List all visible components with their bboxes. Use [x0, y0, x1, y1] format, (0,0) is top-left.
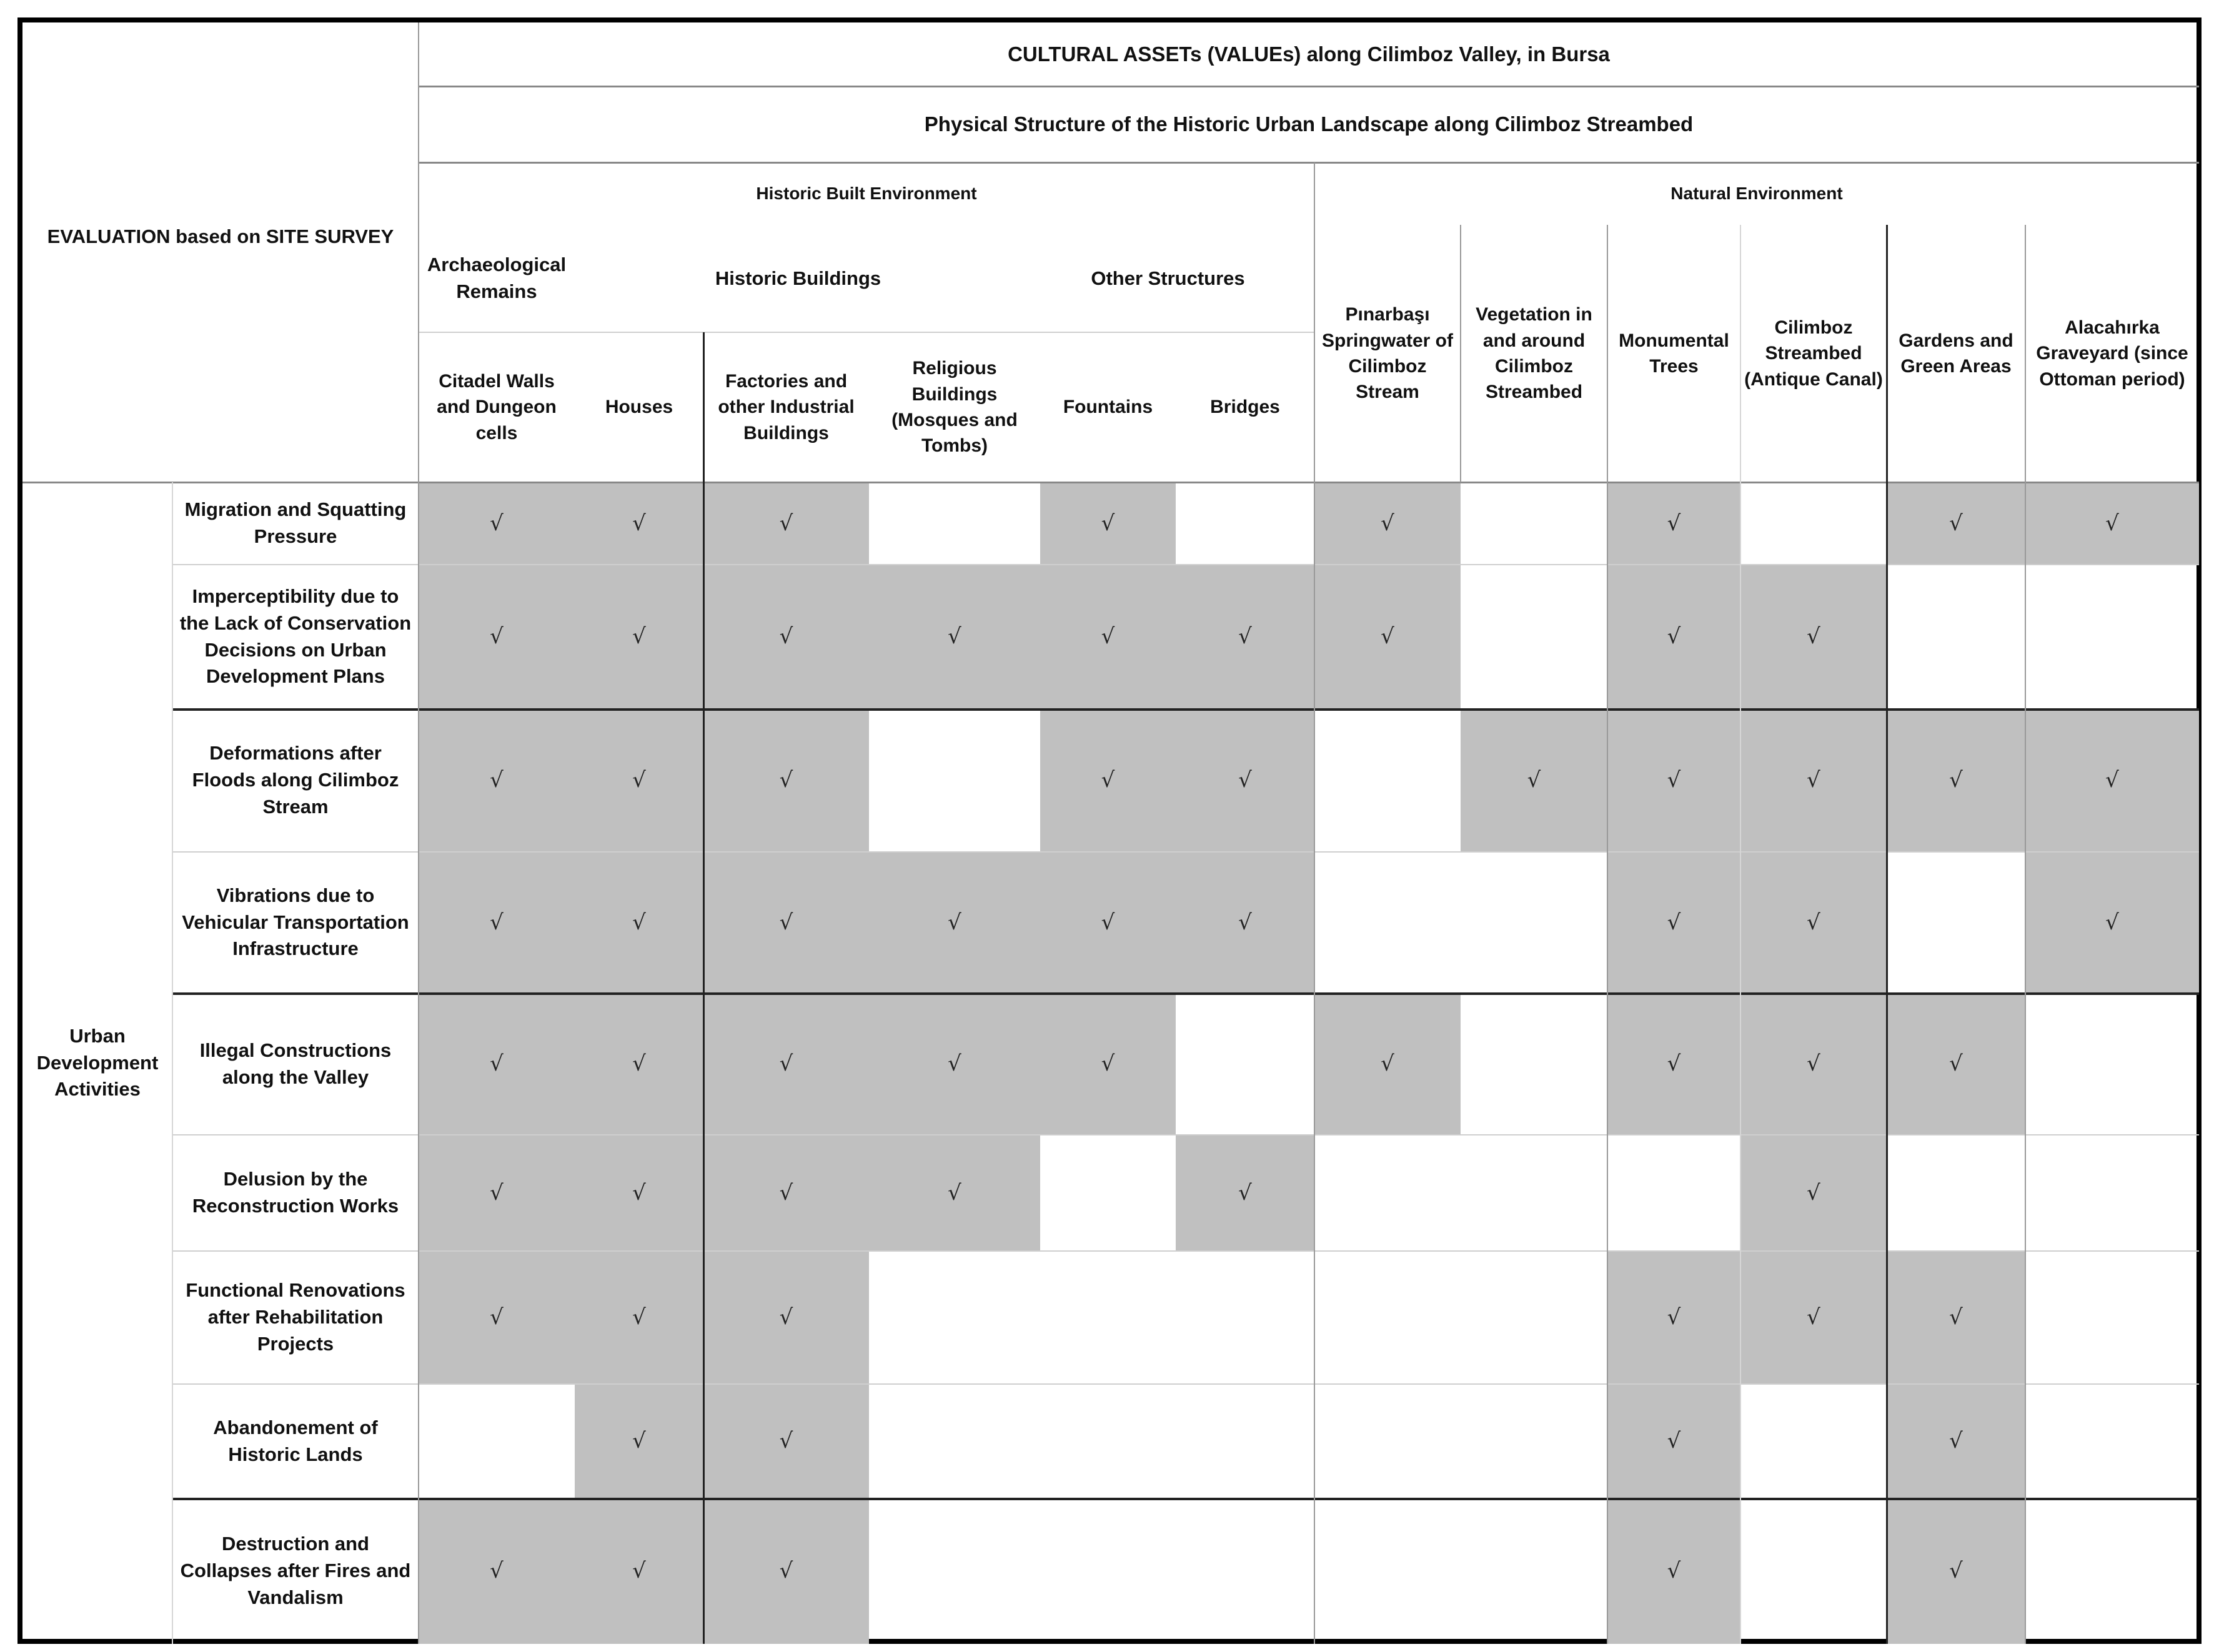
evaluation-label: EVALUATION based on SITE SURVEY — [47, 225, 394, 247]
column-header: Vegetation in and around Cilimboz Streambed — [1476, 304, 1592, 403]
marked-cell — [419, 709, 575, 852]
grid-line — [2025, 225, 2026, 1644]
column-header: Gardens and Green Areas — [1899, 330, 2013, 377]
check-mark-icon: √ — [632, 909, 646, 935]
grid-line — [172, 482, 173, 1644]
check-mark-icon: √ — [779, 624, 793, 650]
marked-cell — [1176, 565, 1314, 709]
check-mark-icon: √ — [1667, 1305, 1681, 1330]
empty-cell — [1314, 1498, 1461, 1644]
grid-line — [418, 22, 419, 1644]
grid-line — [22, 482, 2199, 483]
marked-cell — [419, 1135, 575, 1251]
row-label: Vibrations due to Vehicular Transportation Infrastructure — [182, 884, 409, 960]
check-mark-icon: √ — [1381, 624, 1394, 650]
grid-line — [1314, 162, 1315, 482]
check-mark-icon: √ — [1101, 1051, 1115, 1077]
empty-cell — [1040, 1251, 1176, 1384]
check-mark-icon: √ — [490, 624, 504, 650]
marked-cell — [1887, 1498, 2025, 1644]
marked-cell — [703, 1498, 869, 1644]
empty-cell — [2025, 1384, 2199, 1498]
check-mark-icon: √ — [1667, 768, 1681, 793]
marked-cell — [1887, 1251, 2025, 1384]
marked-cell — [1740, 709, 1887, 852]
grid-line — [172, 1498, 2199, 1500]
check-mark-icon: √ — [632, 1180, 646, 1205]
empty-cell — [1607, 1135, 1740, 1251]
grid-line — [703, 332, 705, 1644]
marked-cell — [1607, 709, 1740, 852]
check-mark-icon: √ — [2105, 510, 2119, 536]
check-mark-icon: √ — [632, 1558, 646, 1584]
marked-cell — [1607, 1498, 1740, 1644]
check-mark-icon: √ — [490, 1051, 504, 1077]
check-mark-icon: √ — [632, 768, 646, 793]
marked-cell — [2025, 852, 2199, 993]
subgroup-archaeological-remains: Archaeological Remains — [427, 254, 567, 302]
column-header: Monumental Trees — [1619, 330, 1729, 377]
check-mark-icon: √ — [490, 1558, 504, 1584]
grid-line — [172, 1250, 2199, 1252]
column-header: Houses — [605, 397, 673, 418]
check-mark-icon: √ — [1807, 624, 1820, 650]
marked-cell — [575, 482, 703, 565]
empty-cell — [1461, 1135, 1607, 1251]
check-mark-icon: √ — [1667, 510, 1681, 536]
marked-cell — [1040, 852, 1176, 993]
marked-cell — [1607, 1251, 1740, 1384]
column-header: Fountains — [1063, 397, 1153, 418]
check-mark-icon: √ — [1527, 768, 1541, 793]
grid-line — [1314, 482, 1315, 1644]
check-mark-icon: √ — [1949, 1051, 1963, 1077]
check-mark-icon: √ — [490, 768, 504, 793]
column-header: Religious Buildings (Mosques and Tombs) — [891, 358, 1018, 457]
check-mark-icon: √ — [632, 624, 646, 650]
empty-cell — [2025, 565, 2199, 709]
check-mark-icon: √ — [1667, 624, 1681, 650]
marked-cell — [1461, 709, 1607, 852]
marked-cell — [1314, 482, 1461, 565]
row-label: Deformations after Floods along Cilimboz Stream — [192, 742, 399, 818]
check-mark-icon: √ — [779, 510, 793, 536]
marked-cell — [1040, 482, 1176, 565]
check-mark-icon: √ — [1807, 1051, 1820, 1077]
empty-cell — [1461, 565, 1607, 709]
group-historic-built-environment: Historic Built Environment — [756, 183, 977, 203]
row-label: Functional Renovations after Rehabilitation Projects — [186, 1279, 405, 1355]
check-mark-icon: √ — [490, 1305, 504, 1330]
row-label: Destruction and Collapses after Fires and Vandalism — [180, 1533, 411, 1608]
empty-cell — [1740, 1498, 1887, 1644]
check-mark-icon: √ — [632, 1428, 646, 1454]
empty-cell — [1461, 1251, 1607, 1384]
check-mark-icon: √ — [779, 1428, 793, 1454]
empty-cell — [1176, 993, 1314, 1135]
check-mark-icon: √ — [948, 909, 961, 935]
marked-cell — [869, 993, 1040, 1135]
marked-cell — [575, 852, 703, 993]
check-mark-icon: √ — [1667, 1428, 1681, 1454]
check-mark-icon: √ — [948, 1051, 961, 1077]
check-mark-icon: √ — [490, 1180, 504, 1205]
row-label: Abandonement of Historic Lands — [213, 1416, 378, 1465]
column-header: Bridges — [1210, 397, 1280, 418]
category-urban-development-activities: Urban Development Activities — [36, 1024, 159, 1101]
empty-cell — [869, 709, 1040, 852]
marked-cell — [1040, 993, 1176, 1135]
check-mark-icon: √ — [1381, 1051, 1394, 1077]
marked-cell — [419, 482, 575, 565]
marked-cell — [703, 482, 869, 565]
marked-cell — [1040, 709, 1176, 852]
row-label: Delusion by the Reconstruction Works — [192, 1168, 399, 1217]
marked-cell — [703, 565, 869, 709]
marked-cell — [703, 1384, 869, 1498]
marked-cell — [575, 1384, 703, 1498]
check-mark-icon: √ — [1101, 510, 1115, 536]
empty-cell — [2025, 1498, 2199, 1644]
empty-cell — [2025, 993, 2199, 1135]
empty-cell — [1740, 482, 1887, 565]
empty-cell — [419, 1384, 575, 1498]
empty-cell — [1040, 1384, 1176, 1498]
empty-cell — [1887, 1135, 2025, 1251]
evaluation-table — [17, 17, 2202, 1644]
check-mark-icon: √ — [779, 1558, 793, 1584]
empty-cell — [869, 1251, 1040, 1384]
marked-cell — [1887, 482, 2025, 565]
check-mark-icon: √ — [1101, 909, 1115, 935]
marked-cell — [575, 709, 703, 852]
marked-cell — [1740, 1135, 1887, 1251]
grid-line — [1607, 225, 1608, 1644]
check-mark-icon: √ — [1807, 909, 1820, 935]
marked-cell — [703, 852, 869, 993]
empty-cell — [1740, 1384, 1887, 1498]
column-header: Factories and other Industrial Buildings — [718, 370, 855, 443]
check-mark-icon: √ — [1949, 768, 1963, 793]
marked-cell — [703, 709, 869, 852]
check-mark-icon: √ — [1238, 1180, 1252, 1205]
empty-cell — [1461, 993, 1607, 1135]
column-header: Cilimboz Streambed (Antique Canal) — [1744, 317, 1883, 390]
grid-line — [172, 1134, 2199, 1135]
check-mark-icon: √ — [1667, 909, 1681, 935]
grid-line — [172, 1383, 2199, 1385]
check-mark-icon: √ — [779, 909, 793, 935]
row-label: Illegal Constructions along the Valley — [199, 1039, 392, 1088]
marked-cell — [419, 993, 575, 1135]
marked-cell — [869, 852, 1040, 993]
marked-cell — [1887, 1384, 2025, 1498]
table-subtitle: Physical Structure of the Historic Urban Landscape along Cilimboz Streambed — [924, 112, 1694, 136]
empty-cell — [1887, 565, 2025, 709]
marked-cell — [1887, 709, 2025, 852]
grid-line — [172, 708, 2199, 711]
empty-cell — [1461, 482, 1607, 565]
marked-cell — [1740, 565, 1887, 709]
marked-cell — [1740, 993, 1887, 1135]
empty-cell — [1314, 1384, 1461, 1498]
check-mark-icon: √ — [948, 1180, 961, 1205]
check-mark-icon: √ — [948, 624, 961, 650]
empty-cell — [1176, 482, 1314, 565]
empty-cell — [1314, 852, 1461, 993]
marked-cell — [1040, 565, 1176, 709]
marked-cell — [1607, 482, 1740, 565]
grid-line — [1740, 225, 1741, 1644]
check-mark-icon: √ — [1949, 1305, 1963, 1330]
grid-line — [172, 564, 2199, 565]
check-mark-icon: √ — [2105, 768, 2119, 793]
marked-cell — [1176, 852, 1314, 993]
empty-cell — [1461, 1498, 1607, 1644]
check-mark-icon: √ — [779, 1180, 793, 1205]
marked-cell — [419, 1251, 575, 1384]
marked-cell — [703, 993, 869, 1135]
empty-cell — [1176, 1251, 1314, 1384]
check-mark-icon: √ — [632, 510, 646, 536]
grid-line — [1460, 225, 1461, 482]
empty-cell — [869, 1498, 1040, 1644]
empty-cell — [2025, 1251, 2199, 1384]
marked-cell — [703, 1251, 869, 1384]
column-header: Citadel Walls and Dungeon cells — [437, 370, 557, 443]
row-label: Migration and Squatting Pressure — [184, 498, 407, 547]
check-mark-icon: √ — [490, 510, 504, 536]
marked-cell — [1607, 993, 1740, 1135]
marked-cell — [1740, 852, 1887, 993]
check-mark-icon: √ — [1807, 1305, 1820, 1330]
column-header: Alacahırka Graveyard (since Ottoman period) — [2036, 317, 2188, 390]
subgroup-other-structures: Other Structures — [1091, 267, 1245, 289]
marked-cell — [575, 1498, 703, 1644]
grid-line — [172, 992, 2199, 995]
marked-cell — [419, 852, 575, 993]
empty-cell — [1176, 1384, 1314, 1498]
marked-cell — [1607, 852, 1740, 993]
check-mark-icon: √ — [779, 1305, 793, 1330]
empty-cell — [1314, 1251, 1461, 1384]
grid-line — [1886, 225, 1888, 1644]
check-mark-icon: √ — [1949, 1428, 1963, 1454]
check-mark-icon: √ — [779, 768, 793, 793]
marked-cell — [1314, 565, 1461, 709]
check-mark-icon: √ — [779, 1051, 793, 1077]
check-mark-icon: √ — [1667, 1051, 1681, 1077]
column-header: Pınarbaşı Springwater of Cilimboz Stream — [1321, 304, 1453, 403]
marked-cell — [869, 565, 1040, 709]
check-mark-icon: √ — [1101, 768, 1115, 793]
group-natural-environment: Natural Environment — [1670, 183, 1843, 203]
marked-cell — [1887, 993, 2025, 1135]
check-mark-icon: √ — [1101, 624, 1115, 650]
empty-cell — [1314, 1135, 1461, 1251]
check-mark-icon: √ — [1667, 1558, 1681, 1584]
marked-cell — [1176, 709, 1314, 852]
empty-cell — [1176, 1498, 1314, 1644]
marked-cell — [1314, 993, 1461, 1135]
marked-cell — [1740, 1251, 1887, 1384]
check-mark-icon: √ — [2105, 909, 2119, 935]
marked-cell — [575, 565, 703, 709]
marked-cell — [575, 1135, 703, 1251]
marked-cell — [419, 565, 575, 709]
grid-line — [419, 162, 2199, 164]
check-mark-icon: √ — [490, 909, 504, 935]
grid-line — [172, 851, 2199, 853]
empty-cell — [1314, 709, 1461, 852]
marked-cell — [869, 1135, 1040, 1251]
empty-cell — [869, 482, 1040, 565]
marked-cell — [1607, 565, 1740, 709]
check-mark-icon: √ — [1807, 1180, 1820, 1205]
subgroup-historic-buildings: Historic Buildings — [715, 267, 881, 289]
check-mark-icon: √ — [1238, 768, 1252, 793]
check-mark-icon: √ — [1238, 624, 1252, 650]
marked-cell — [2025, 709, 2199, 852]
check-mark-icon: √ — [632, 1051, 646, 1077]
empty-cell — [869, 1384, 1040, 1498]
marked-cell — [1176, 1135, 1314, 1251]
empty-cell — [2025, 1135, 2199, 1251]
empty-cell — [1461, 852, 1607, 993]
check-mark-icon: √ — [632, 1305, 646, 1330]
marked-cell — [1607, 1384, 1740, 1498]
empty-cell — [1461, 1384, 1607, 1498]
row-label: Imperceptibility due to the Lack of Conservation Decisions on Urban Development Plans — [179, 585, 412, 688]
check-mark-icon: √ — [1949, 510, 1963, 536]
empty-cell — [1887, 852, 2025, 993]
grid-line — [419, 86, 2199, 87]
empty-cell — [1040, 1498, 1176, 1644]
grid-line — [419, 332, 1314, 333]
check-mark-icon: √ — [1949, 1558, 1963, 1584]
check-mark-icon: √ — [1807, 768, 1820, 793]
check-mark-icon: √ — [1238, 909, 1252, 935]
table-title: CULTURAL ASSETs (VALUEs) along Cilimboz Valley, in Bursa — [1008, 42, 1610, 66]
marked-cell — [419, 1498, 575, 1644]
marked-cell — [575, 993, 703, 1135]
check-mark-icon: √ — [1381, 510, 1394, 536]
marked-cell — [575, 1251, 703, 1384]
marked-cell — [703, 1135, 869, 1251]
marked-cell — [2025, 482, 2199, 565]
empty-cell — [1040, 1135, 1176, 1251]
